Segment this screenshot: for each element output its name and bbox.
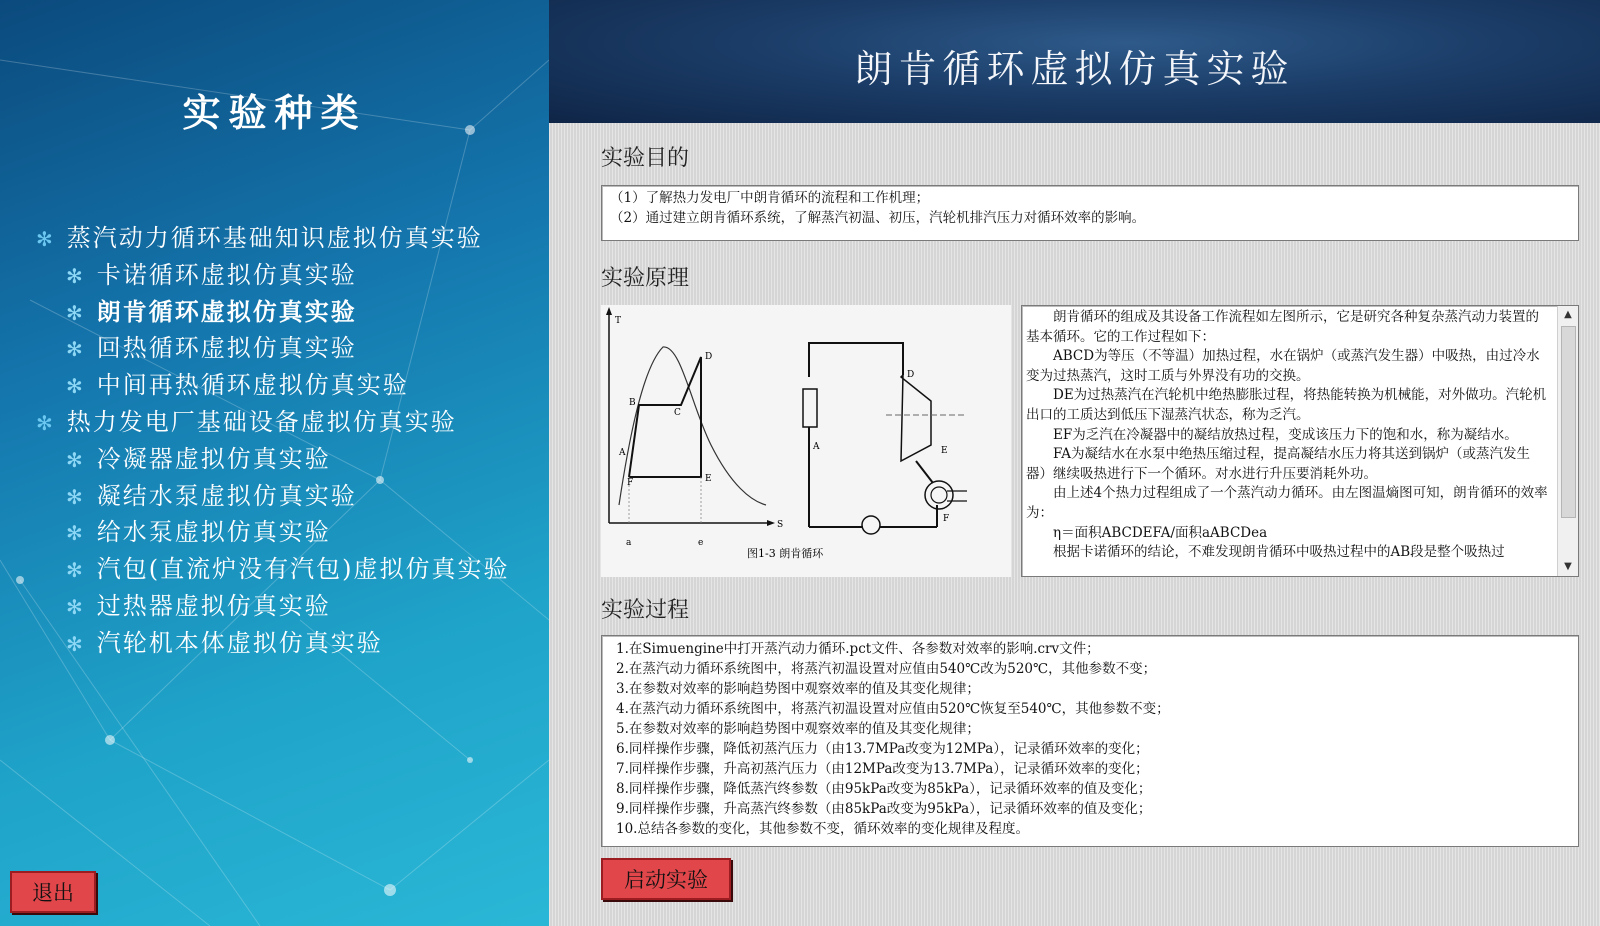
scroll-down-arrow-icon[interactable]: ▼ [1564,561,1572,572]
process-step-list [616,639,1578,839]
saturation-dome [619,347,766,505]
condenser-icon [925,481,953,509]
pump-icon [862,516,880,534]
experiment-item-label: 给水泵虚拟仿真实验 [96,518,331,547]
principle-textbox[interactable] [1021,305,1579,577]
experiment-item-label: 朗肯循环虚拟仿真实验 [96,296,357,326]
scrollbar-thumb[interactable] [1561,326,1576,518]
experiment-item[interactable] [66,259,357,291]
principle-paragraph: EF为乏汽在冷凝器中的凝结放热过程，变成该压力下的饱和水，称为凝结水。 [1026,426,1518,443]
schematic-e-label: E [941,446,948,456]
goal-section-title: 实验目的 [601,146,690,171]
asterisk-bullet-icon: ✻ [66,263,85,288]
steam-pipe [809,343,903,377]
schematic-a-label: A [813,442,820,452]
experiment-item-label: 卡诺循环虚拟仿真实验 [96,260,357,289]
principle-text [1026,308,1550,563]
experiment-category-item[interactable] [36,406,457,438]
process-section-title: 实验过程 [601,598,690,623]
experiment-item[interactable] [66,443,331,475]
page-title: 朗肯循环虚拟仿真实验 [854,47,1295,91]
point-c-label: C [674,408,681,418]
asterisk-bullet-icon: ✻ [66,521,85,546]
principle-scrollbar[interactable] [1557,306,1578,576]
experiment-item[interactable] [66,296,357,328]
schematic-f-label: F [943,514,950,524]
experiment-item-label: 热力发电厂基础设备虚拟仿真实验 [66,408,457,436]
rankine-cycle-diagram [601,305,1011,577]
process-step: 4.在蒸汽动力循环系统图中，将蒸汽初温设置对应值由520℃恢复至540℃，其他参数不变； [616,701,1170,717]
asterisk-bullet-icon: ✻ [66,374,85,399]
principle-paragraph: ABCD为等压（不等温）加热过程，水在锅炉（或蒸汽发生器）中吸热，由过冷水变为过热蒸汽，这时工质与外界没有功的交换。 [1026,348,1540,384]
experiment-content [549,123,1600,926]
goal-line: （1）了解热力发电厂中朗肯循环的流程和工作机理； [610,190,930,206]
experiment-item-label: 汽包(直流炉没有汽包)虚拟仿真实验 [96,555,510,584]
page-header [549,0,1600,123]
process-step: 10.总结各参数的变化，其他参数不变，循环效率的变化规律及程度。 [616,821,1029,837]
experiment-item-label: 过热器虚拟仿真实验 [96,592,331,620]
point-a-lower-label: a [626,538,632,548]
sidebar-title: 实验种类 [182,90,367,135]
asterisk-bullet-icon: ✻ [66,631,85,656]
experiment-item-label: 中间再热循环虚拟仿真实验 [96,371,409,400]
rankine-cycle-path [629,357,701,477]
s-axis-arrow [767,520,775,526]
asterisk-bullet-icon: ✻ [36,227,55,251]
experiment-item[interactable] [66,480,357,512]
process-step: 3.在参数对效率的影响趋势图中观察效率的值及其变化规律； [616,681,980,697]
asterisk-bullet-icon: ✻ [66,337,85,362]
experiment-item[interactable] [66,516,331,548]
principle-section-title: 实验原理 [601,266,690,291]
experiment-item[interactable] [66,627,383,659]
s-axis-label: S [777,520,784,530]
experiment-item-label: 蒸汽动力循环基础知识虚拟仿真实验 [66,224,483,252]
principle-paragraph: DE为过热蒸汽在汽轮机中绝热膨胀过程，将热能转换为机械能，对外做功。汽轮机出口的工质达到低压下湿蒸汽状态，称为乏汽。 [1026,387,1547,423]
goal-textbox[interactable] [601,185,1579,241]
principle-paragraph: 朗肯循环的组成及其设备工作流程如左图所示，它是研究各种复杂蒸汽动力装置的基本循环。它的工作过程如下： [1026,309,1539,345]
start-experiment-button[interactable]: 启动实验 [601,858,731,900]
t-axis-arrow [606,307,612,315]
process-textbox[interactable] [601,635,1579,847]
principle-paragraph: 由上述4个热力过程组成了一个蒸汽动力循环。由左图温熵图可知，朗肯循环的效率为： [1026,485,1548,521]
experiment-item-label: 冷凝器虚拟仿真实验 [96,444,331,473]
exit-button[interactable]: 退出 [10,871,96,913]
goal-line: （2）通过建立朗肯循环系统，了解蒸汽初温、初压，汽轮机排汽压力对循环效率的影响。 [610,210,1146,226]
experiment-category-item[interactable] [36,222,483,254]
asterisk-bullet-icon: ✻ [66,558,85,583]
rankine-cycle-figure [601,305,1011,577]
experiment-item-label: 回热循环虚拟仿真实验 [96,334,357,363]
figure-caption: 图1-3 朗肯循环 [747,547,824,560]
point-e-label: E [705,474,712,484]
t-axis-label: T [615,316,622,326]
point-e-lower-label: e [698,538,704,548]
process-step: 5.在参数对效率的影响趋势图中观察效率的值及其变化规律； [616,721,980,737]
asterisk-bullet-icon: ✻ [36,411,55,435]
point-d-label: D [705,352,713,362]
asterisk-bullet-icon: ✻ [66,484,85,509]
experiment-item[interactable] [66,369,409,401]
asterisk-bullet-icon: ✻ [66,300,85,325]
process-step: 9.同样操作步骤，升高蒸汽终参数（由85kPa改变为95kPa），记录循环效率的值及变化； [616,801,1152,817]
experiment-item[interactable] [66,590,331,622]
experiment-category-panel [0,0,549,926]
process-step: 1.在Simuengine中打开蒸汽动力循环.pct文件、各参数对效率的影响.crv文件； [616,641,1100,657]
experiment-item[interactable] [66,332,357,364]
turbine-icon [901,375,931,461]
experiment-item-label: 凝结水泵虚拟仿真实验 [96,481,357,510]
asterisk-bullet-icon: ✻ [66,595,85,619]
principle-paragraph: FA为凝结水在水泵中绝热压缩过程，提高凝结水压力将其送到锅炉（或蒸汽发生器）继续吸热进行下一个循环。对水进行升压要消耗外功。 [1026,446,1530,482]
boiler-icon [803,389,817,427]
process-step: 7.同样操作步骤，升高初蒸汽压力（由12MPa改变为13.7MPa），记录循环效率的变化； [616,761,1149,777]
schematic-d-label: D [907,370,915,380]
point-b-label: B [629,398,636,408]
experiment-item-label: 汽轮机本体虚拟仿真实验 [96,628,383,657]
process-step: 2.在蒸汽动力循环系统图中，将蒸汽初温设置对应值由540℃改为520℃，其他参数不变； [616,661,1157,677]
asterisk-bullet-icon: ✻ [66,447,85,472]
point-f-label: F [627,478,634,488]
process-step: 6.同样操作步骤，降低初蒸汽压力（由13.7MPa改变为12MPa），记录循环效率的变化； [616,741,1149,757]
point-a-label: A [619,448,626,458]
experiment-item[interactable] [66,553,510,585]
principle-paragraph: η＝面积ABCDEFA/面积aABCDea [1026,524,1268,541]
principle-paragraph: 根据卡诺循环的结论，不难发现朗肯循环中吸热过程中的AB段是整个吸热过 [1026,544,1505,561]
scroll-up-arrow-icon[interactable]: ▲ [1564,309,1572,320]
process-step: 8.同样操作步骤，降低蒸汽终参数（由95kPa改变为85kPa），记录循环效率的值及变化； [616,781,1152,797]
